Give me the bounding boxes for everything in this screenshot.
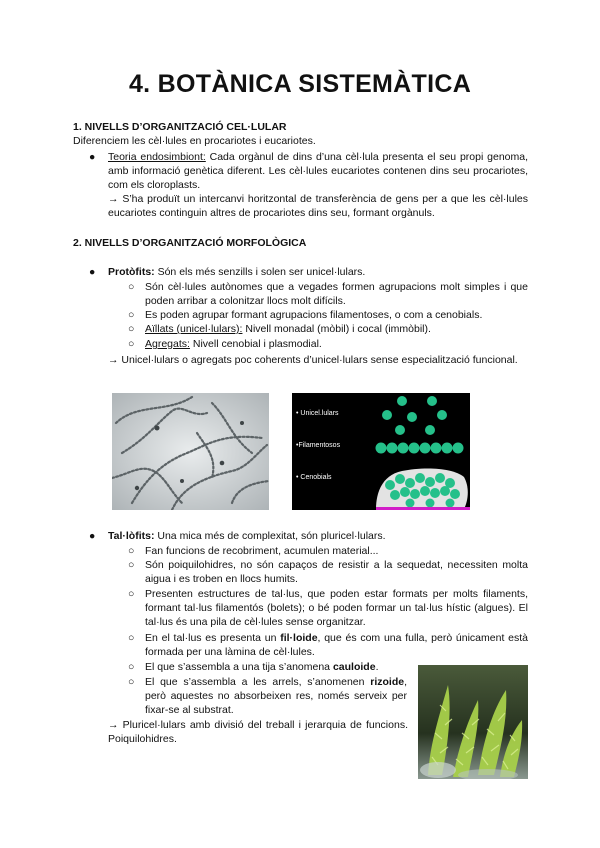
sub-bullet-circle: ○ xyxy=(128,545,135,557)
rhizoid-term: rizoide xyxy=(370,676,405,688)
phylloid-text-a: En el tal·lus es presenta un xyxy=(145,632,281,644)
diagram-label-filamentous: •Filamentosos xyxy=(296,442,341,449)
endosymbiont-term: Teoria endosimbiont: xyxy=(108,151,206,163)
cell-diagram-drawing xyxy=(292,393,470,510)
talofits-arrow-note: → Pluricel·lulars amb divisió del treball i jerarquia de funcions. Poiquilohidres. xyxy=(108,719,408,745)
filament-micrograph-drawing xyxy=(112,393,269,510)
sub-bullet-circle: ○ xyxy=(128,676,135,688)
isolated-term: Aïllats (unicel·lulars): xyxy=(145,323,243,335)
bullet-dot: ● xyxy=(89,530,96,542)
endosymbiont-arrow-note: → S’ha produït un intercanvi horitzontal de transferència de gens per a que les cèl·lules eucariotes continguin altres de procariotes dins seu, formant orgànuls. xyxy=(108,193,528,219)
talofits-sub-6 xyxy=(145,675,407,717)
section-1-intro: Diferenciem les cèl·lules en procariotes i eucariotes. xyxy=(73,135,316,147)
protofits-text: Són els més senzills i solen ser unicel·lulars. xyxy=(154,266,366,278)
diagram-label-unicellular: • Unicel.lulars xyxy=(296,410,339,417)
isolated-text: Nivell monadal (mòbil) i cocal (immòbil). xyxy=(242,323,431,335)
protofits-sub-2: Es poden agrupar formant agrupacions filamentoses, o com a cenobials. xyxy=(145,309,483,321)
page-title: 4. BOTÀNICA SISTEMÀTICA xyxy=(128,70,472,98)
phylloid-text-c: , que és com una fulla, però únicament està formada per una làmina de cèl·lules. xyxy=(145,632,528,658)
cell-organization-diagram xyxy=(292,393,470,510)
bullet-dot: ● xyxy=(89,151,96,163)
rhizoid-text-c: , però aquestes no absorbeixen res, només serveix per fixar-se al substrat. xyxy=(145,676,407,716)
diagram-label-coenobial: • Cenobials xyxy=(296,474,332,481)
talofits-sub-1: Fan funcions de recobriment, acumulen material... xyxy=(145,545,379,557)
phylloid-term: fil·loide xyxy=(280,632,318,644)
section-1-heading: 1. NIVELLS D’ORGANITZACIÓ CEL·LULAR xyxy=(73,121,287,133)
algae-photo xyxy=(418,665,528,779)
filament-micrograph xyxy=(112,393,269,510)
sub-bullet-circle: ○ xyxy=(128,281,135,293)
talofits-paragraph xyxy=(108,529,528,543)
sub-bullet-circle: ○ xyxy=(128,323,135,335)
endosymbiont-paragraph xyxy=(108,150,528,192)
protofits-term: Protòfits: xyxy=(108,266,155,278)
magenta-baseline xyxy=(376,507,470,510)
aggregates-term: Agregats: xyxy=(145,338,190,350)
rhizoid-text-a: El que s’assembla a les arrels, s’anomenen xyxy=(145,676,371,688)
talofits-term: Tal·lòfits: xyxy=(108,530,155,542)
talofits-sub-2: Són poiquilohidres, no són capaços de resistir a la sequedat, necessiten molta aigua i es troben en llocs humits. xyxy=(145,559,528,585)
cauloid-text-a: El que s’assembla a una tija s’anomena xyxy=(145,661,333,673)
algae-photo-drawing xyxy=(418,665,528,779)
talofits-sub-3: Presenten estructures de tal·lus, que poden estar formats per molts filaments, formant tal·lus filamentós (bolets); o bé poden formar un tal·lus hístic (algues). El tal·lus és una pila de cèl·lules sense organitzar. xyxy=(145,588,528,628)
talofits-sub-5 xyxy=(145,660,415,674)
protofits-sub-3 xyxy=(145,322,528,336)
sub-bullet-circle: ○ xyxy=(128,338,135,350)
bullet-dot: ● xyxy=(89,266,96,278)
sub-bullet-circle: ○ xyxy=(128,661,135,673)
talofits-sub-4 xyxy=(145,631,528,659)
section-2-heading: 2. NIVELLS D’ORGANITZACIÓ MORFOLÒGICA xyxy=(73,237,307,249)
aggregates-text: Nivell cenobial i plasmodial. xyxy=(189,338,322,350)
protofits-sub-1: Són cèl·lules autònomes que a vegades formen agrupacions molt simples i que poden arribar a colonitzar llocs molt difícils. xyxy=(145,281,528,307)
sub-bullet-circle: ○ xyxy=(128,309,135,321)
cauloid-term: cauloide xyxy=(332,661,376,673)
protofits-paragraph xyxy=(108,265,528,279)
endosymbiont-text: Cada orgànul de dins d’una cèl·lula presenta el seu propi genoma, amb informació genètica diferent. Les cèl·lules eucariotes contenen dins seu procariotes, com els cloroplasts. xyxy=(108,151,528,191)
sub-bullet-circle: ○ xyxy=(128,559,135,571)
talofits-text: Una mica més de complexitat, són pluricel·lulars. xyxy=(154,530,386,542)
sub-bullet-circle: ○ xyxy=(128,632,135,644)
sub-bullet-circle: ○ xyxy=(128,588,135,600)
cauloid-text-c: . xyxy=(375,661,379,673)
protofits-arrow-note: → Unicel·lulars o agregats poc coherents d’unicel·lulars sense especialització funcional. xyxy=(108,354,518,366)
protofits-sub-4 xyxy=(145,337,528,351)
